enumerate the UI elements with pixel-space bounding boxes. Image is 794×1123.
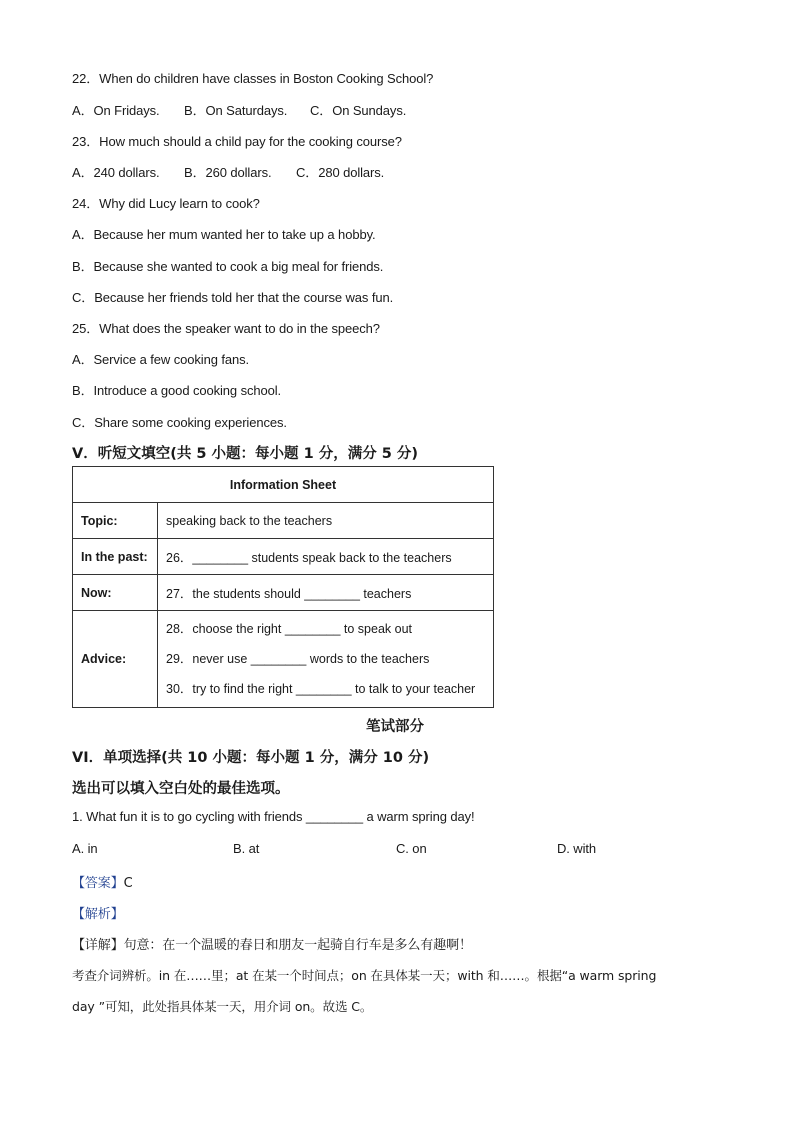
question-1-options bbox=[72, 841, 596, 856]
option-b: B. at bbox=[233, 841, 260, 856]
question-23-stem: 23．How much should a child pay for the cooking course? bbox=[72, 134, 402, 149]
option-c: C. on bbox=[396, 841, 427, 856]
row-label: In the past: bbox=[73, 539, 158, 575]
question-25-stem: 25．What does the speaker want to do in the speech? bbox=[72, 321, 380, 336]
section-6-heading: VI．单项选择(共 10 小题：每小题 1 分，满分 10 分) bbox=[72, 750, 430, 766]
question-22-stem: 22．When do children have classes in Boston Cooking School? bbox=[72, 71, 434, 86]
table-row bbox=[73, 503, 494, 539]
question-24-stem: 24．Why did Lucy learn to cook? bbox=[72, 196, 260, 211]
option-b: B．On Saturdays. bbox=[184, 103, 288, 118]
question-22-options bbox=[72, 100, 406, 119]
option-c: C．On Sundays. bbox=[310, 103, 407, 118]
question-24-option-c: C．Because her friends told her that the course was fun. bbox=[72, 290, 394, 305]
advice-line: 28．choose the right ________ to speak out bbox=[166, 622, 413, 636]
advice-line: 30．try to find the right ________ to talk to your teacher bbox=[166, 682, 476, 696]
row-content bbox=[158, 611, 494, 708]
question-24-option-b: B．Because she wanted to cook a big meal for friends. bbox=[72, 259, 384, 274]
explanation-line-1: 考查介词辨析。in 在……里；at 在某一个时间点；on 在具体某一天；with 和……。根据“a warm spring bbox=[72, 968, 657, 983]
option-c: C．280 dollars. bbox=[296, 165, 385, 180]
option-a: A．240 dollars. bbox=[72, 165, 160, 180]
table-row bbox=[73, 611, 494, 708]
explanation-line-2: day ”可知，此处指具体某一天，用介词 on。故选 C。 bbox=[72, 999, 373, 1014]
written-part-heading: 笔试部分 bbox=[366, 719, 424, 735]
detail-text: 句意：在一个温暖的春日和朋友一起骑自行车是多么有趣啊！ bbox=[123, 938, 472, 953]
section-5-heading: V．听短文填空(共 5 小题：每小题 1 分，满分 5 分) bbox=[72, 446, 419, 462]
table-row bbox=[73, 575, 494, 611]
row-label: Topic: bbox=[73, 503, 158, 539]
advice-line: 29．never use ________ words to the teachers bbox=[166, 652, 430, 666]
option-a: A．On Fridays. bbox=[72, 103, 160, 118]
row-label: Advice: bbox=[73, 611, 158, 708]
question-1-stem: 1. What fun it is to go cycling with friends ________ a warm spring day! bbox=[72, 809, 475, 824]
section-6-instruction: 选出可以填入空白处的最佳选项。 bbox=[72, 781, 290, 797]
row-label: Now: bbox=[73, 575, 158, 611]
answer-line bbox=[72, 872, 133, 891]
option-d: D. with bbox=[557, 841, 597, 856]
row-content: speaking back to the teachers bbox=[158, 503, 494, 539]
question-23-options bbox=[72, 162, 384, 181]
question-25-option-a: A．Service a few cooking fans. bbox=[72, 352, 250, 367]
question-24-option-a: A．Because her mum wanted her to take up a hobby. bbox=[72, 227, 376, 242]
detail-line bbox=[72, 934, 472, 953]
question-25-option-c: C．Share some cooking experiences. bbox=[72, 415, 287, 430]
table-title: Information Sheet bbox=[73, 467, 494, 503]
question-25-option-b: B．Introduce a good cooking school. bbox=[72, 383, 282, 398]
table-row bbox=[73, 539, 494, 575]
answer-label: 【答案】 bbox=[72, 876, 124, 891]
row-content: 27．the students should ________ teachers bbox=[158, 575, 494, 611]
analysis-label: 【解析】 bbox=[72, 907, 124, 922]
information-sheet-table bbox=[72, 466, 494, 708]
answer-value: C bbox=[123, 876, 133, 891]
row-content: 26．________ students speak back to the teachers bbox=[158, 539, 494, 575]
option-b: B．260 dollars. bbox=[184, 165, 272, 180]
option-a: A. in bbox=[72, 841, 98, 856]
detail-label: 【详解】 bbox=[72, 938, 124, 953]
